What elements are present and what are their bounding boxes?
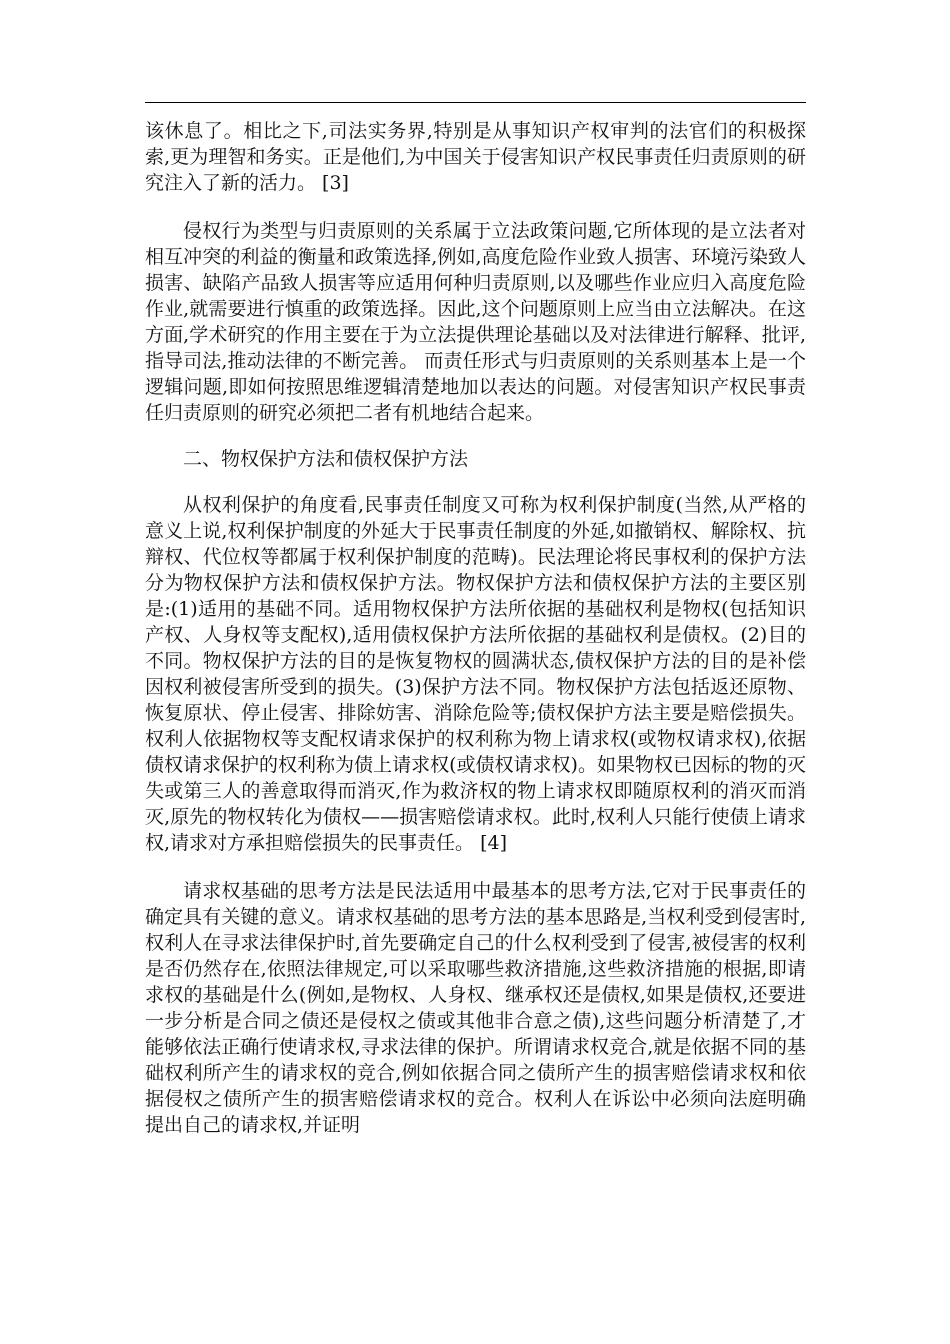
section-heading: 二、物权保护方法和债权保护方法 — [183, 448, 469, 470]
header-rule — [145, 102, 806, 103]
paragraph-tort-types: 侵权行为类型与归责原则的关系属于立法政策问题,它所体现的是立法者对相互冲突的利益的衡量和政策选择,例如,高度危险作业致人损害、环境污染致人损害、缺陷产品致人损害等应适用何种归责原则,以及哪些作业应归入高度危险作业,就需要进行慎重的政策选择。因此,这个问题原则上应当由立法解决。在这方面,学术研究的作用主要在于为立法提供理论基础以及对法律进行解释、批评,指导司法,推动法律的不断完善。 而责任形式与归责原则的关系则基本上是一个逻辑问题,即如何按照思维逻辑清楚地加以表达的问题。对侵害知识产权民事责任归责原则的研究必须把二者有机地结合起来。 — [145, 220, 806, 424]
document-body — [145, 118, 806, 1138]
paragraph-continuation: 该休息了。相比之下,司法实务界,特别是从事知识产权审判的法官们的积极探索,更为理智和务实。正是他们,为中国关于侵害知识产权民事责任归责原则的研究注入了新的活力。 [3] — [145, 120, 806, 194]
paragraph-claim-basis: 请求权基础的思考方法是民法适用中最基本的思考方法,它对于民事责任的确定具有关键的意义。请求权基础的思考方法的基本思路是,当权利受到侵害时,权利人在寻求法律保护时,首先要确定自己的什么权利受到了侵害,被侵害的权利是否仍然存在,依照法律规定,可以采取哪些救济措施,这些救济措施的根据,即请求权的基础是什么(例如,是物权、人身权、继承权还是债权,如果是债权,还要进一步分析是合同之债还是侵权之债或其他非合意之债),这些问题分析清楚了,才能够依法正确行使请求权,寻求法律的保护。所谓请求权竞合,就是依据不同的基础权利所产生的请求权的竞合,例如依据合同之债所产生的损害赔偿请求权和依据侵权之债所产生的损害赔偿请求权的竞合。权利人在诉讼中必须向法庭明确提出自己的请求权,并证明 — [145, 880, 806, 1136]
paragraph-rights-protection: 从权利保护的角度看,民事责任制度又可称为权利保护制度(当然,从严格的意义上说,权利保护制度的外延大于民事责任制度的外延,如撤销权、解除权、抗辩权、代位权等都属于权利保护制度的范畴)。民法理论将民事权利的保护方法分为物权保护方法和债权保护方法。物权保护方法和债权保护方法的主要区别是:(1)适用的基础不同。适用物权保护方法所依据的基础权利是物权(包括知识产权、人身权等支配权),适用债权保护方法所依据的基础权利是债权。(2)目的不同。物权保护方法的目的是恢复物权的圆满状态,债权保护方法的目的是补偿因权利被侵害所受到的损失。(3)保护方法不同。物权保护方法包括返还原物、恢复原状、停止侵害、排除妨害、消除危险等;债权保护方法主要是赔偿损失。权利人依据物权等支配权请求保护的权利称为物上请求权(或物权请求权),依据债权请求保护的权利称为债上请求权(或债权请求权)。如果物权已因标的物的灭失或第三人的善意取得而消灭,作为救济权的物上请求权即随原权利的消灭而消灭,原先的物权转化为债权——损害赔偿请求权。此时,权利人只能行使债上请求权,请求对方承担赔偿损失的民事责任。 [4] — [145, 494, 806, 854]
